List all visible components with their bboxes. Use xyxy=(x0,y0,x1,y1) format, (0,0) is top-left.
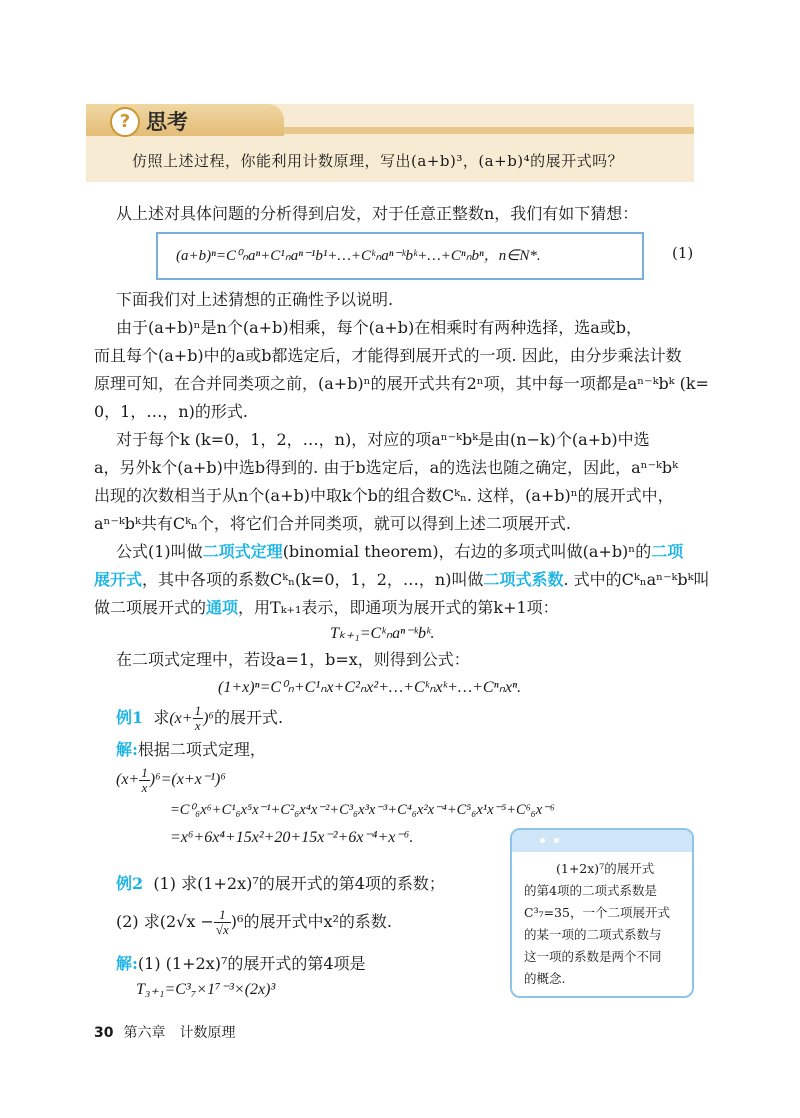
body-line: a，另外k个(a+b)中选b得到的. 由于b选定后，a的选法也随之确定，因此，aⁿ⁻ᵏbᵏ xyxy=(94,458,678,477)
text: 求 xyxy=(153,708,170,727)
think-stripe xyxy=(284,127,694,134)
side-note-text xyxy=(524,858,684,990)
body-line: 原理可知，在合并同类项之前，(a+b)ⁿ的展开式共有2ⁿ项，其中每一项都是aⁿ⁻ᵏbᵏ (k= xyxy=(94,374,709,393)
note-line: (1+2x)⁷的展开式 xyxy=(556,861,655,876)
term-binomial-coefficient: 二项式系数 xyxy=(483,570,564,589)
example-1-step-2: =C⁰₆x⁶+C¹₆x⁵x⁻¹+C²₆x⁴x⁻²+C³₆x³x⁻³+C⁴₆x²x⁻⁴+C⁵₆x¹x⁻⁵+C⁶₆x⁻⁶ xyxy=(170,802,555,818)
expr: (x+ xyxy=(169,710,193,727)
term-expansion-part1: 二项 xyxy=(651,542,684,561)
expr: )⁶的展开式中x²的系数. xyxy=(230,912,392,931)
chapter-title: 第六章 计数原理 xyxy=(123,1025,236,1041)
body-line: 对于每个k (k=0，1，2，…，n)，对应的项aⁿ⁻ᵏbᵏ是由(n−k)个(a+b)中选 xyxy=(116,430,650,449)
text: ，其中各项的系数Cᵏₙ(k=0，1，2，…，n)叫做 xyxy=(142,570,484,589)
expr: )⁶=(x+x⁻¹)⁶ xyxy=(149,771,226,788)
example-1-label: 例1 xyxy=(116,708,144,727)
body-line: 下面我们对上述猜想的正确性予以说明. xyxy=(116,290,394,309)
example-2-q2 xyxy=(116,902,392,942)
question-icon: ? xyxy=(110,107,140,137)
intro-text: 从上述对具体问题的分析得到启发，对于任意正整数n，我们有如下猜想： xyxy=(116,204,639,223)
example-1-step-1 xyxy=(116,760,226,800)
note-line: C³₇=35，一个二项展开式 xyxy=(524,905,670,920)
example-2-solution-step: T₃₊₁=C³₇×1⁷⁻³×(2x)³ xyxy=(136,981,276,998)
text: (1) (1+2x)⁷的展开式的第4项是 xyxy=(137,954,366,973)
note-line: 的某一项的二项式系数与 xyxy=(524,927,662,942)
note-line: 的第4项的二项式系数是 xyxy=(524,883,657,898)
think-question: 仿照上述过程，你能利用计数原理，写出(a+b)³，(a+b)⁴的展开式吗？ xyxy=(132,152,624,170)
expr: (2) 求(2√x − xyxy=(116,912,214,931)
page-number: 30 xyxy=(94,1025,114,1041)
text: 的展开式. xyxy=(213,708,284,727)
theorem-line-4: 在二项式定理中，若设a=1，b=x，则得到公式： xyxy=(116,650,470,669)
expr: (x+ xyxy=(116,771,140,788)
example-2-label: 例2 xyxy=(116,874,144,893)
expr: )⁶ xyxy=(203,710,214,727)
text: 做二项展开式的 xyxy=(94,598,207,617)
term-general-term: 通项 xyxy=(206,598,239,617)
term-binomial-theorem: 二项式定理 xyxy=(202,542,283,561)
body-line: 由于(a+b)ⁿ是n个(a+b)相乘，每个(a+b)在相乘时有两种选择，选a或b， xyxy=(116,318,643,337)
formula-2: (1+x)ⁿ=C⁰ₙ+C¹ₙx+C²ₙx²+…+Cᵏₙxᵏ+…+Cⁿₙxⁿ. xyxy=(218,679,522,696)
theorem-line-2 xyxy=(94,566,709,594)
equation-number: (1) xyxy=(672,244,694,262)
page-footer xyxy=(94,1022,235,1042)
theorem-line-1 xyxy=(116,538,683,566)
general-term-formula: Tₖ₊₁=Cᵏₙaⁿ⁻ᵏbᵏ. xyxy=(330,625,435,642)
text: ，用Tₖ₊₁表示，即通项为展开式的第k+1项： xyxy=(238,598,559,617)
text: (1) 求(1+2x)⁷的展开式的第4项的系数； xyxy=(153,874,445,893)
text: (binomial theorem)，右边的多项式叫做(a+b)ⁿ的 xyxy=(282,542,652,561)
text: 公式(1)叫做 xyxy=(116,542,203,561)
body-line: aⁿ⁻ᵏbᵏ共有Cᵏₙ个，将它们合并同类项，就可以得到上述二项展开式. xyxy=(94,514,571,533)
side-note-header xyxy=(512,830,692,852)
solution-label: 解: xyxy=(116,954,138,973)
example-2-solution xyxy=(116,950,366,978)
text: . 式中的Cᵏₙaⁿ⁻ᵏbᵏ叫 xyxy=(563,570,710,589)
note-dot xyxy=(554,838,559,843)
note-line: 这一项的系数是两个不同 xyxy=(524,949,662,964)
example-1-step-3: =x⁶+6x⁴+15x²+20+15x⁻²+6x⁻⁴+x⁻⁶. xyxy=(170,829,414,846)
fraction: $\frac{1}{√x}$ xyxy=(215,907,229,937)
solution-label: 解: xyxy=(116,740,138,759)
term-expansion-part2: 展开式 xyxy=(94,570,143,589)
think-title: 思考 xyxy=(146,110,188,134)
body-line: 出现的次数相当于从n个(a+b)中取k个b的组合数Cᵏₙ. 这样，(a+b)ⁿ的展开式中， xyxy=(94,486,674,505)
binomial-formula: (a+b)ⁿ=C⁰ₙaⁿ+C¹ₙaⁿ⁻¹b¹+…+Cᵏₙaⁿ⁻ᵏbᵏ+…+Cⁿₙbⁿ，n∈N*. xyxy=(176,248,541,264)
note-dot xyxy=(540,838,545,843)
fraction: $\frac{1}{x}$ xyxy=(141,764,148,795)
theorem-line-3 xyxy=(94,594,559,622)
example-2-q1 xyxy=(116,870,445,898)
fraction: $\frac{1}{x}$ xyxy=(194,703,202,733)
note-line: 的概念. xyxy=(524,971,566,986)
text: 根据二项式定理， xyxy=(137,740,266,759)
example-1-prompt xyxy=(116,698,283,739)
body-line: 而且每个(a+b)中的a或b都选定后，才能得到展开式的一项. 因此，由分步乘法计数 xyxy=(94,346,682,365)
body-line: 0，1，…，n)的形式. xyxy=(94,402,248,421)
